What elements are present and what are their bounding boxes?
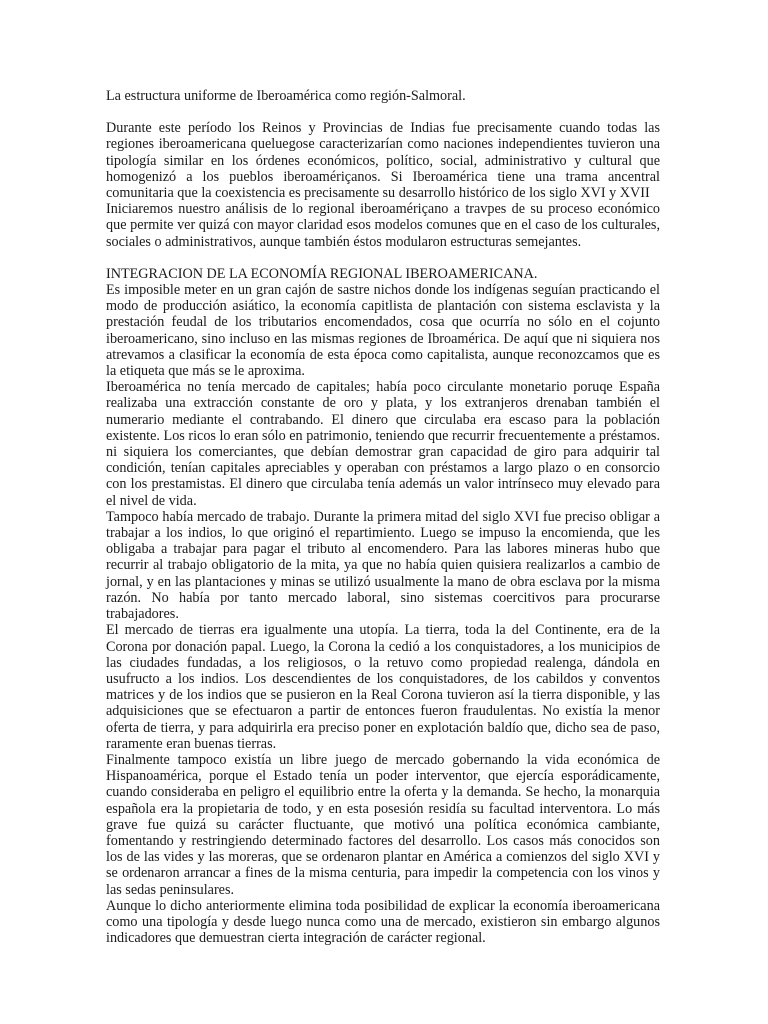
paragraph-gap xyxy=(106,250,660,266)
body-paragraph: Tampoco había mercado de trabajo. Durante la primera mitad del siglo XVI fue preciso obligar a trabajar a los indios, lo que originó el repartimiento. Luego se impuso la encomienda, que les obligaba a trabajar para pagar el tributo al encomendero. Para las labores mineras hubo que recurrir al trabajo obligatorio de la mita, ya que no había quien quisiera realizarlos a cambio de jornal, y en las plantaciones y minas se utilizó usualmente la mano de obra esclava por la misma razón. No había por tanto mercado laboral, sino sistemas coercitivos para procurarse trabajadores. xyxy=(106,508,660,623)
document-page xyxy=(106,88,660,946)
document-title: La estructura uniforme de Iberoamérica como región-Salmoral. xyxy=(106,88,466,104)
intro-paragraph: Durante este período los Reinos y Provincias de Indias fue precisamente cuando todas las regiones iberoamericana queluegose caracterizarían como naciones independientes tuvieron una tipología similar en los órdenes económicos, político, social, administrativo y cultural que homogenizó a los pueblos iberoamériçanos. Si Iberoamérica tiene una trama ancentral comunitaria que la coexistencia es precisamente su desarrollo histórico de los siglo XVI y XVII xyxy=(106,120,660,202)
body-paragraph: Finalmente tampoco existía un libre juego de mercado gobernando la vida económica de Hispanoamérica, porque el Estado tenía un poder interventor, que ejercía esporádicamente, cuando consideraba en peligro el equilibrio entre la oferta y la demanda. Se hecho, la monarquia española era la propietaria de todo, y en esta posesión residía su facultad interventora. Lo más grave fue quizá su carácter fluctuante, que motivó una política económica cambiante, fomentando y restringiendo determinado factores del desarrollo. Los casos más conocidos son los de las vides y las moreras, que se ordenaron plantar en América a comienzos del siglo XVI y se ordenaron arrancar a fines de la misma centuria, para impedir la competencia con los vinos y las sedas peninsulares. xyxy=(106,751,660,898)
intro-paragraph: Iniciaremos nuestro análisis de lo regional iberoamériçano a travpes de su proceso económico que permite ver quizá con mayor claridad esos modelos comunes que en el caso de los culturales, sociales o administrativos, aunque también éstos modularon estructuras semejantes. xyxy=(106,201,660,250)
body-paragraph: Es imposible meter en un gran cajón de sastre nichos donde los indígenas seguían practicando el modo de producción asiático, la economía capitlista de plantación con sistema esclavista y la prestación feudal de los tributarios encomendados, cosa que ocurría no sólo en el cojunto iberoamericano, sino incluso en las mismas regiones de Ibroamérica. De aquí que ni siquiera nos atrevamos a clasificar la economía de esta época como capitalista, aunque reconozcamos que es la etiqueta que más se le aproxima. xyxy=(106,282,660,380)
body-paragraph: Iberoamérica no tenía mercado de capitales; había poco circulante monetario poruqe España realizaba una extracción constante de oro y plata, y los extranjeros drenaban también el numerario mediante el contrabando. El dinero que circulaba era escaso para la población existente. Los ricos lo eran sólo en patrimonio, teniendo que recurrir frecuentemente a préstamos. ni siquiera los comerciantes, que debían demostrar gran capacidad de giro para adquirir tal condición, tenían capitales apreciables y operaban con préstamos a largo plazo o en consorcio con los prestamistas. El dinero que circulaba tenía además un valor intrínseco muy elevado para el nivel de vida. xyxy=(106,379,660,509)
section-heading: INTEGRACION DE LA ECONOMÍA REGIONAL IBEROAMERICANA. xyxy=(106,265,538,282)
body-paragraph: El mercado de tierras era igualmente una utopía. La tierra, toda la del Continente, era de la Corona por donación papal. Luego, la Corona la cedió a los conquistadores, a los municipios de las ciudades fundadas, a los religiosos, o la retuvo como propiedad realenga, dándola en usufructo a los indios. Los descendientes de los conquistadores, de los cabildos y conventos matrices y de los indios que se pusieron en la Real Corona tuvieron así la tierra disponible, y las adquisiciones que se efectuaron a partir de entonces fueron fraudulentas. No existía la menor oferta de tierra, y para adquirirla era preciso poner en explotación baldío que, dicho sea de paso, raramente eran buenas tierras. xyxy=(106,622,660,752)
body-paragraph: Aunque lo dicho anteriormente elimina toda posibilidad de explicar la economía iberoamericana como una tipología y desde luego nunca como una de mercado, existieron sin embargo algunos indicadores que demuestran cierta integración de carácter regional. xyxy=(106,897,660,947)
